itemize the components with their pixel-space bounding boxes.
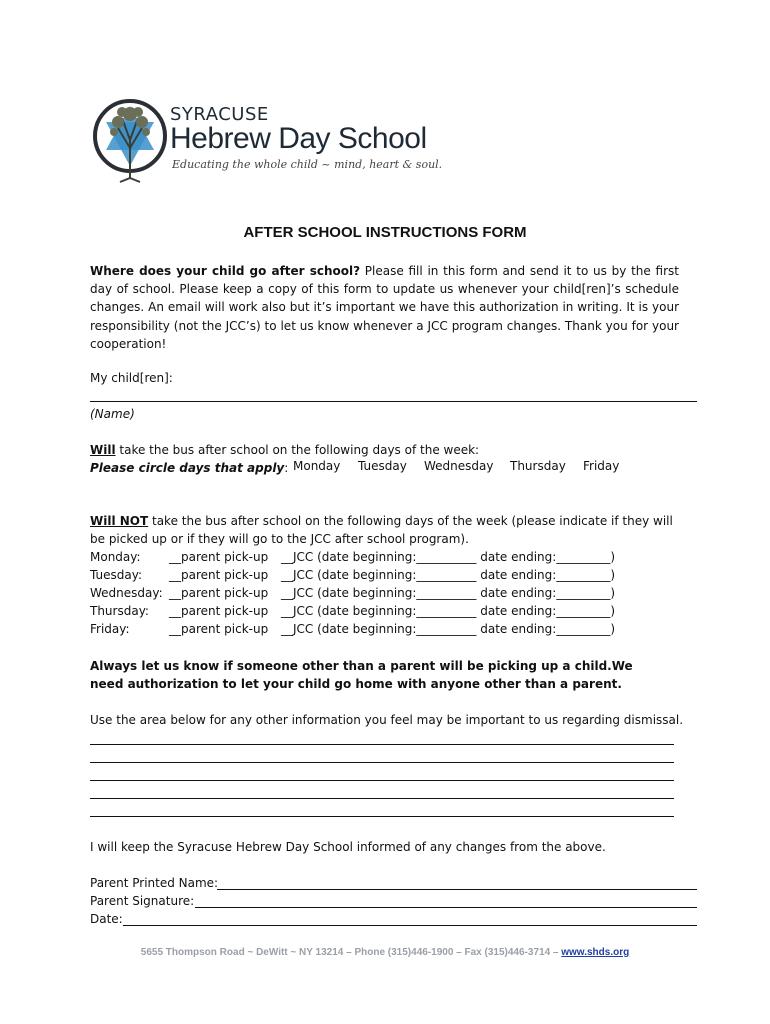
intro-paragraph [90, 262, 679, 353]
jcc-option[interactable]: __JCC (date beginning:__________ date ending:_________) [281, 568, 616, 582]
will-not-schedule-table [90, 548, 615, 638]
pickup-option[interactable]: __parent pick-up [169, 550, 269, 564]
row-day: Friday: [90, 622, 130, 636]
logo-school-name: Hebrew Day School [170, 122, 427, 155]
date-line[interactable] [123, 925, 697, 926]
will-rest: take the bus after school on the following days of the week: [115, 443, 480, 457]
logo-emblem-icon [92, 88, 172, 188]
footer-address: 5655 Thompson Road ~ DeWitt ~ NY 13214 – Phone (315)446-1900 – Fax (315)446-3714 – [140, 947, 562, 958]
form-title: AFTER SCHOOL INSTRUCTIONS FORM [243, 224, 527, 241]
date-label: Date: [90, 912, 123, 926]
will-bus-line [90, 441, 479, 459]
other-info-line[interactable] [90, 762, 674, 763]
row-day: Thursday: [90, 604, 149, 618]
other-info-line[interactable] [90, 780, 674, 781]
row-day: Monday: [90, 550, 141, 564]
will-not-bus-paragraph [90, 512, 679, 548]
row-day: Wednesday: [90, 586, 163, 600]
jcc-option[interactable]: __JCC (date beginning:__________ date ending:_________) [281, 550, 616, 564]
children-name-line[interactable] [90, 401, 697, 402]
commitment-statement: I will keep the Syracuse Hebrew Day School informed of any changes from the above. [90, 840, 606, 854]
intro-body: Please fill in this form and send it to us by the first day of school. Please keep a copy of this form to update us whenever your child[ren]’s schedule changes. An email will work also but it’s important we have this authorization in writing. It is your responsibility (not the JCC’s) to let us know whenever a JCC program changes. Thank you for your cooperation! [90, 264, 679, 351]
table-row [90, 566, 615, 584]
logo-tagline: Educating the whole child ~ mind, heart & soul. [172, 158, 443, 171]
footer-website-link[interactable]: www.shds.org [561, 947, 630, 958]
jcc-option[interactable]: __JCC (date beginning:__________ date ending:_________) [281, 604, 616, 618]
circle-days-label: Please circle days that apply: [90, 461, 289, 475]
printed-name-label: Parent Printed Name: [90, 876, 219, 890]
pickup-option[interactable]: __parent pick-up [169, 604, 269, 618]
intro-lead: Where does your child go after school? [90, 264, 361, 278]
row-day: Tuesday: [90, 568, 142, 582]
other-info-label: Use the area below for any other information you feel may be important to us regarding dismissal. [90, 713, 684, 727]
other-info-line[interactable] [90, 798, 674, 799]
day-monday[interactable]: Monday [293, 459, 341, 473]
day-friday[interactable]: Friday [583, 459, 620, 473]
pickup-option[interactable]: __parent pick-up [169, 586, 269, 600]
table-row [90, 602, 615, 620]
day-thursday[interactable]: Thursday [510, 459, 566, 473]
will-word: Will [90, 443, 116, 457]
logo-top-word: SYRACUSE [170, 104, 269, 125]
jcc-option[interactable]: __JCC (date beginning:__________ date ending:_________) [281, 622, 616, 636]
signature-line[interactable] [195, 907, 697, 908]
table-row [90, 584, 615, 602]
other-info-line[interactable] [90, 816, 674, 817]
pickup-option[interactable]: __parent pick-up [169, 568, 269, 582]
table-row [90, 620, 615, 638]
printed-name-line[interactable] [217, 889, 697, 890]
pickup-option[interactable]: __parent pick-up [169, 622, 269, 636]
name-label: (Name) [90, 407, 135, 421]
will-not-word: Will NOT [90, 514, 149, 528]
table-row [90, 548, 615, 566]
authorization-notice: Always let us know if someone other than a parent will be picking up a child.We need authorization to let your child go home with anyone other than a parent. [90, 659, 633, 691]
footer-contact [0, 947, 770, 958]
other-info-line[interactable] [90, 744, 674, 745]
day-tuesday[interactable]: Tuesday [358, 459, 407, 473]
children-label: My child[ren]: [90, 371, 173, 385]
will-not-rest: take the bus after school on the following days of the week (please indicate if they will be picked up or if they will go to the JCC after school program). [90, 514, 673, 546]
jcc-option[interactable]: __JCC (date beginning:__________ date ending:_________) [281, 586, 616, 600]
signature-label: Parent Signature: [90, 894, 195, 908]
day-wednesday[interactable]: Wednesday [424, 459, 494, 473]
